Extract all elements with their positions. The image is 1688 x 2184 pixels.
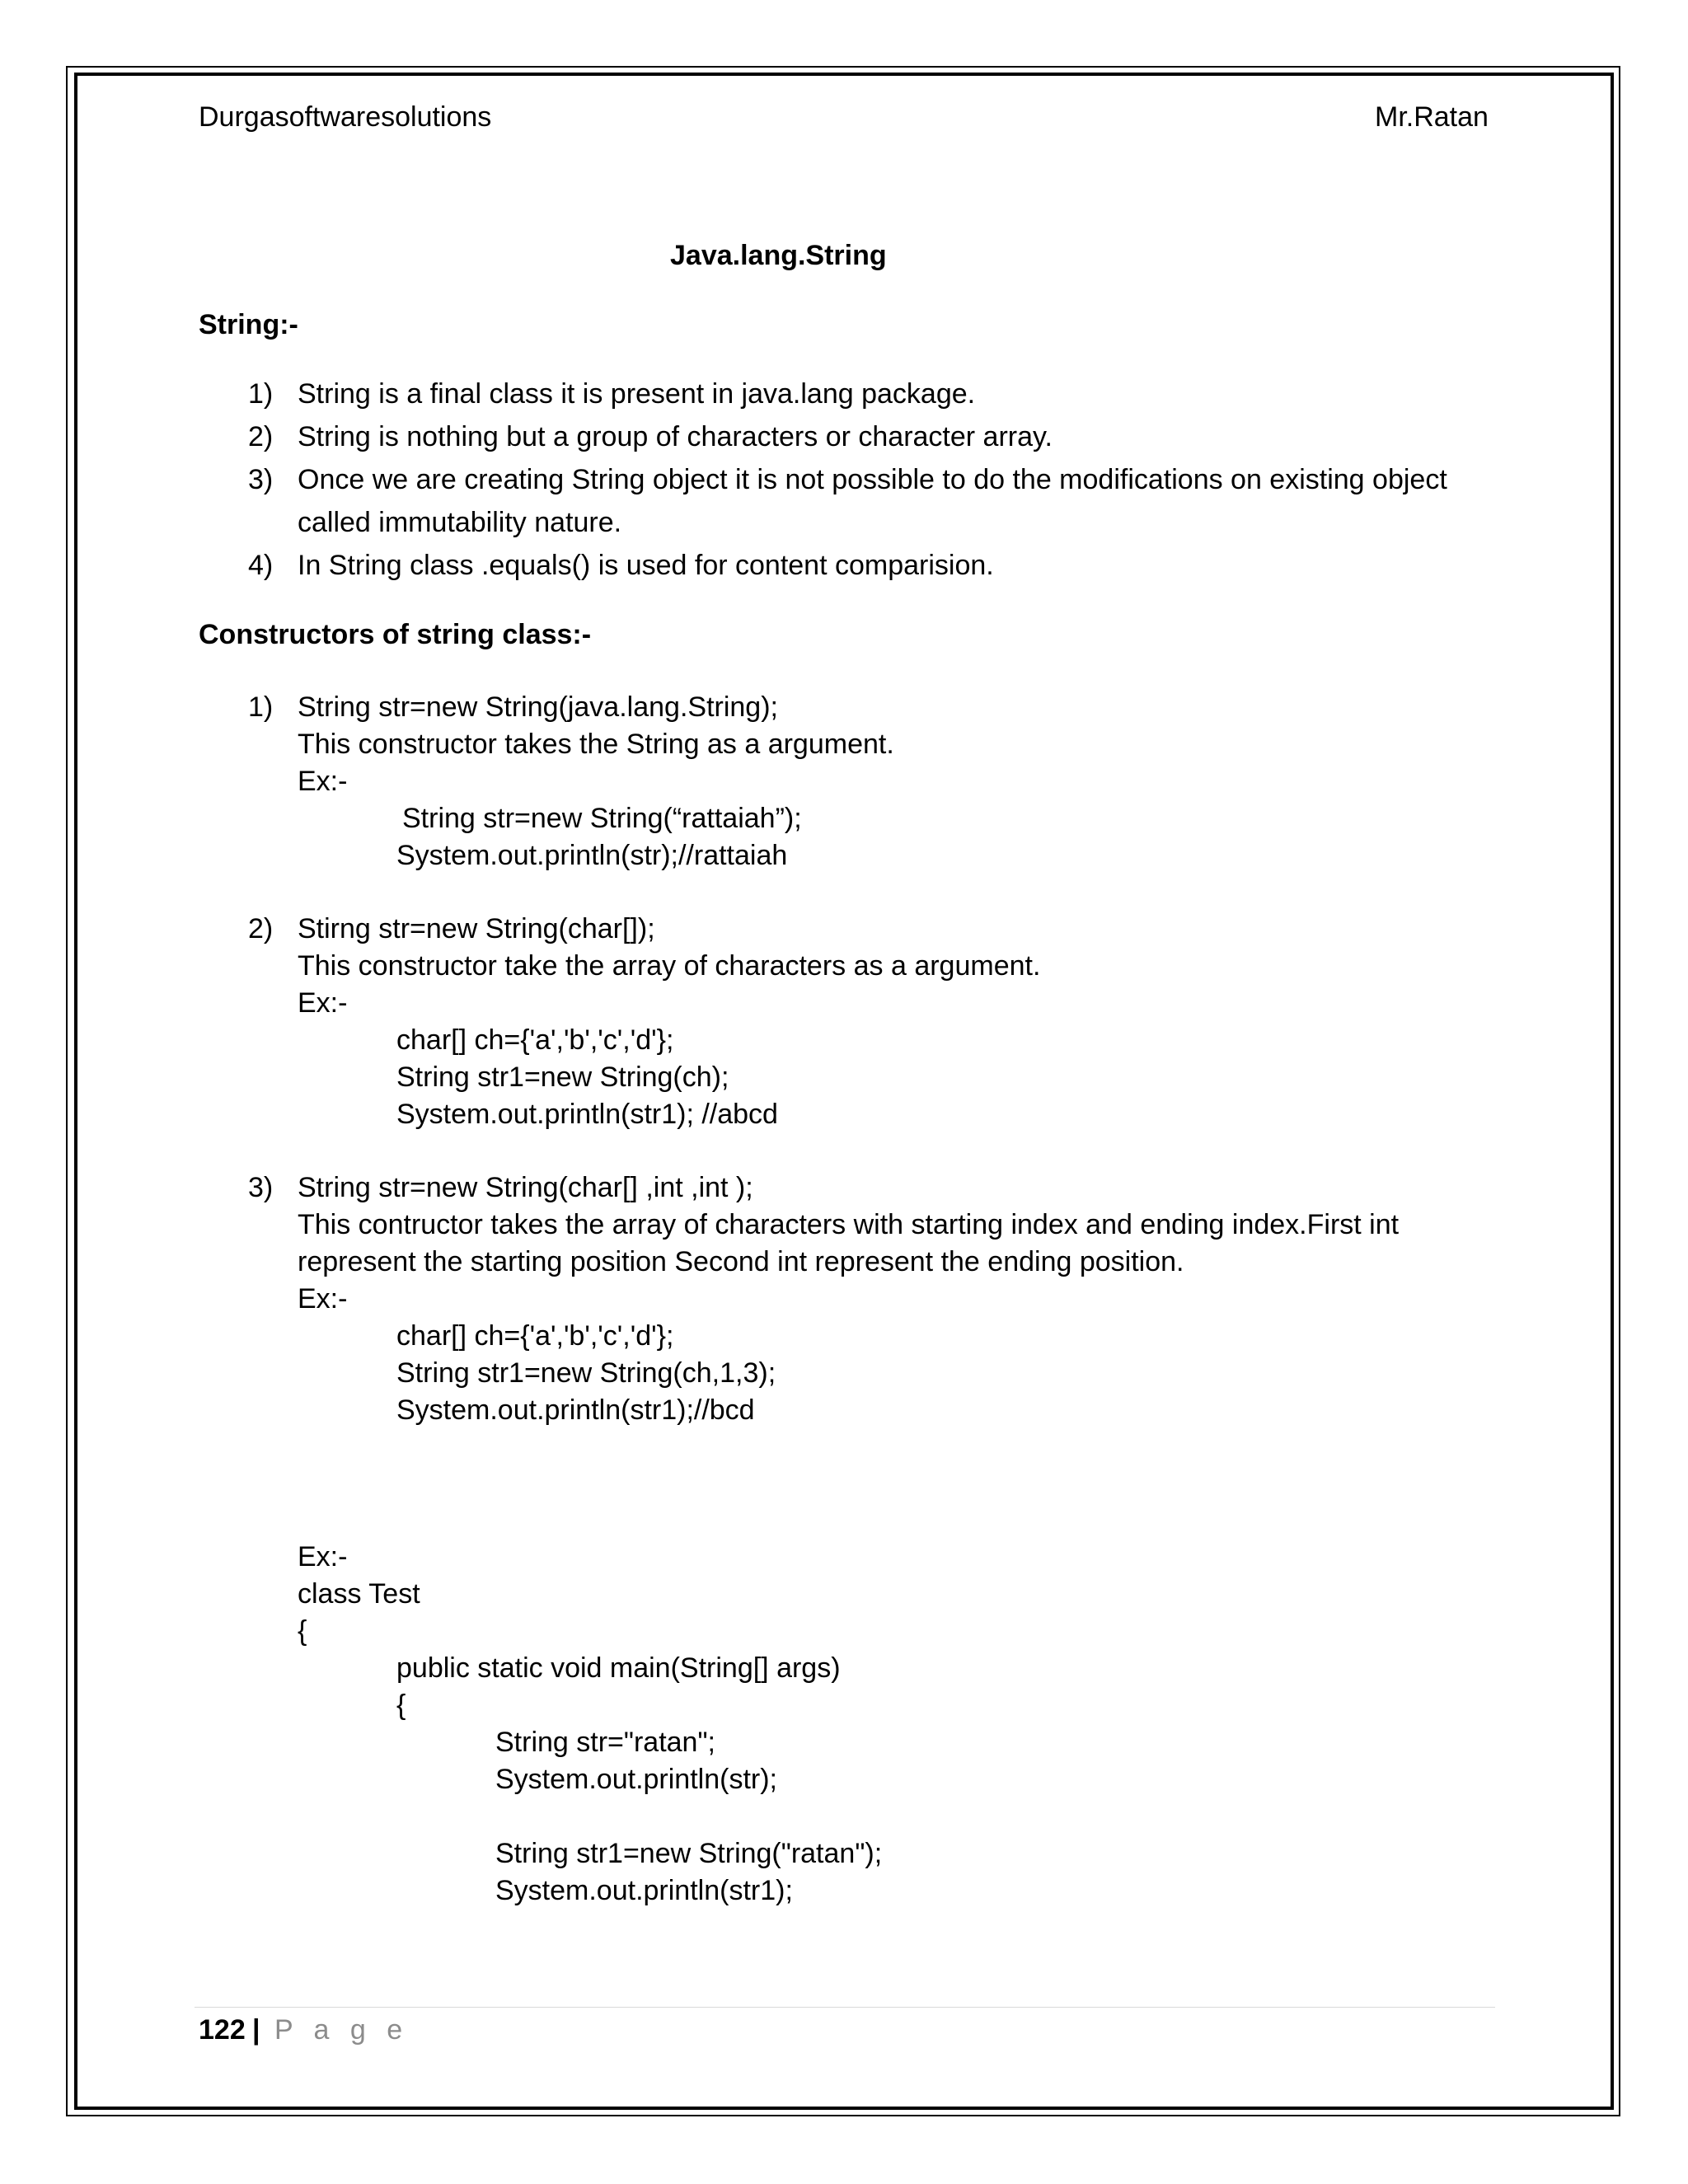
code-line: char[] ch={'a','b','c','d'}; — [396, 1320, 674, 1352]
code-line: String str=new String(“rattaiah”); — [402, 803, 802, 834]
constructor-description: This constructor takes the String as a argument. — [298, 729, 894, 760]
constructor-description: This contructor takes the array of characters with starting index and ending index.First int — [298, 1209, 1400, 1240]
code-line: String str1=new String(ch,1,3); — [396, 1357, 776, 1389]
list-number: 1) — [248, 691, 274, 723]
page-word: P a g e — [274, 2014, 410, 2046]
code-line: class Test — [298, 1578, 420, 1610]
code-line: String str1=new String("ratan"); — [495, 1838, 883, 1869]
list-item: String is nothing but a group of characters or character array. — [298, 421, 1053, 452]
code-line: { — [298, 1615, 307, 1647]
example-label: Ex:- — [298, 1283, 348, 1315]
code-line: System.out.println(str1); — [495, 1875, 793, 1906]
list-number: 2) — [248, 913, 274, 944]
example-label: Ex:- — [298, 766, 348, 797]
section-heading-constructors: Constructors of string class:- — [199, 619, 592, 650]
code-line: public static void main(String[] args) — [396, 1652, 841, 1684]
list-number: 1) — [248, 378, 274, 410]
code-line: System.out.println(str1);//bcd — [396, 1394, 755, 1426]
list-item: Once we are creating String object it is not possible to do the modifications on existing object — [298, 464, 1447, 495]
code-line: System.out.println(str);//rattaiah — [396, 840, 788, 871]
list-number: 4) — [248, 550, 274, 581]
list-item-continuation: called immutability nature. — [298, 507, 622, 538]
code-line: System.out.println(str1); //abcd — [396, 1099, 778, 1130]
example-label: Ex:- — [298, 987, 348, 1019]
list-number: 2) — [248, 421, 274, 452]
list-number: 3) — [248, 1172, 274, 1203]
header-right: Mr.Ratan — [1375, 101, 1489, 133]
example-label: Ex:- — [298, 1541, 348, 1572]
section-heading-string: String:- — [199, 309, 298, 340]
page-separator: | — [252, 2014, 260, 2046]
constructor-signature: Stirng str=new String(char[]); — [298, 913, 655, 944]
code-line: String str="ratan"; — [495, 1727, 715, 1758]
list-item: String is a final class it is present in java.lang package. — [298, 378, 976, 410]
code-line: char[] ch={'a','b','c','d'}; — [396, 1024, 674, 1056]
header-left: Durgasoftwaresolutions — [199, 101, 492, 133]
list-number: 3) — [248, 464, 274, 495]
constructor-signature: String str=new String(java.lang.String); — [298, 691, 778, 723]
code-line: String str1=new String(ch); — [396, 1062, 729, 1093]
page-number: 122 — [199, 2014, 246, 2046]
footer-rule — [195, 2007, 1495, 2008]
constructor-description: This constructor take the array of characters as a argument. — [298, 950, 1041, 982]
code-line: { — [396, 1690, 406, 1721]
constructor-signature: String str=new String(char[] ,int ,int ); — [298, 1172, 753, 1203]
list-item: In String class .equals() is used for content comparision. — [298, 550, 994, 581]
code-line: System.out.println(str); — [495, 1764, 777, 1795]
page-title: Java.lang.String — [670, 240, 887, 271]
constructor-description: represent the starting position Second int represent the ending position. — [298, 1246, 1184, 1277]
